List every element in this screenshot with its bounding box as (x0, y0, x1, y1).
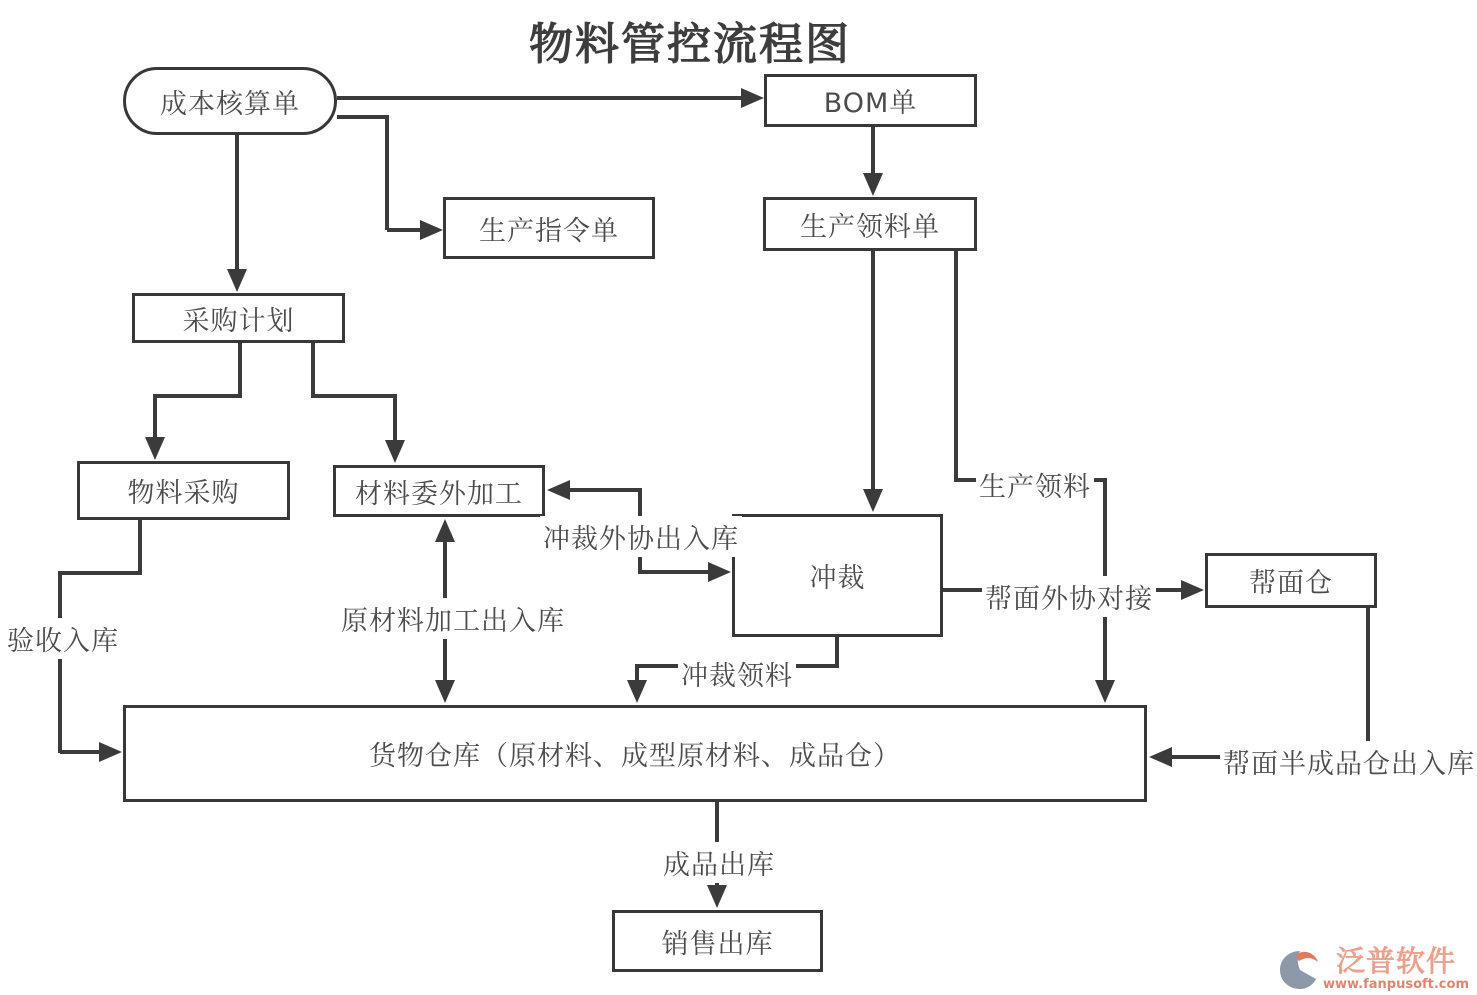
connector-plan-to-purchase-seg2 (153, 394, 240, 398)
connector-finished-seg1 (715, 802, 719, 846)
connector-punch-outsource-seg3 (640, 570, 710, 574)
edge-label-upper-dock: 帮面外协对接 (982, 576, 1156, 617)
node-production-order-label: 生产指令单 (479, 215, 619, 247)
edge-label-punching-material: 冲裁领料 (678, 653, 796, 694)
node-cost-sheet (123, 67, 337, 135)
connector-plan-to-outsource-seg3 (393, 396, 397, 441)
arrowhead-finished (707, 885, 727, 908)
arrowhead-plan-to-purchase (145, 437, 165, 460)
connector-production-material-seg1 (954, 251, 958, 482)
arrowhead-bom-to-picking (863, 173, 883, 196)
arrowhead-punching-material (627, 680, 647, 703)
connector-bom-to-picking-line (871, 127, 875, 177)
node-punching (732, 514, 943, 637)
node-sales-outbound (612, 910, 823, 972)
edge-label-production-material: 生产领料 (976, 464, 1094, 505)
arrowhead-inspection (99, 742, 122, 762)
watermark-brand: 泛普软件 (1335, 944, 1456, 978)
edge-label-inspection-inbound: 验收入库 (4, 618, 122, 659)
connector-cost-to-bom-line (337, 96, 742, 100)
connector-cost-to-order-seg3 (387, 228, 422, 232)
arrowhead-cost-to-bom (741, 88, 764, 108)
watermark-url: www.fanpusoft.com (1322, 977, 1469, 992)
node-material-purchase-label: 物料采购 (127, 478, 240, 509)
edge-label-punching-outsource: 冲裁外协出入库 (540, 516, 742, 557)
node-punching-label: 冲裁 (809, 563, 866, 594)
node-upper-warehouse-label: 帮面仓 (1249, 568, 1333, 599)
connector-punch-outsource-seg1 (570, 488, 642, 492)
edge-label-finished-outbound: 成品出库 (660, 842, 778, 883)
node-purchase-plan-label: 采购计划 (182, 305, 295, 337)
connector-cost-to-plan-line (235, 135, 239, 273)
connector-plan-to-outsource-seg2 (311, 394, 397, 398)
connector-plan-to-purchase-seg3 (153, 396, 157, 441)
connector-cost-to-order-seg2 (385, 115, 389, 230)
node-sales-outbound-label: 销售出库 (661, 928, 774, 960)
node-bom-label: BOM单 (823, 88, 918, 119)
connector-inspection-seg1 (138, 520, 142, 575)
arrowhead-punch-outsource-left (547, 480, 570, 500)
node-bom (764, 74, 977, 127)
node-production-picking-label: 生产领料单 (800, 211, 940, 243)
edge-label-upper-semi-inout: 帮面半成品仓出入库 (1220, 741, 1477, 782)
arrowhead-raw-material-up (435, 519, 455, 542)
connector-cost-to-order-seg1 (337, 115, 389, 119)
node-outsourced-processing (333, 465, 545, 517)
arrowhead-production-material (1095, 680, 1115, 703)
arrowhead-plan-to-outsource (385, 440, 405, 463)
arrowhead-upper-semi (1149, 747, 1172, 767)
arrowhead-punch-outsource-right (708, 562, 731, 582)
page-title: 物料管控流程图 (529, 19, 851, 70)
node-goods-warehouse (123, 705, 1147, 802)
arrowhead-cost-to-plan (227, 269, 247, 292)
connector-inspection-seg3 (58, 573, 62, 753)
arrowhead-raw-material-down (435, 680, 455, 703)
node-production-picking (763, 197, 977, 251)
connector-inspection-seg4 (60, 750, 102, 754)
node-outsourced-processing-label: 材料委外加工 (355, 478, 523, 510)
watermark (1277, 944, 1469, 992)
arrowhead-cost-to-order (420, 220, 443, 240)
connector-inspection-seg2 (58, 571, 142, 575)
node-cost-sheet-label: 成本核算单 (160, 88, 300, 120)
node-production-order (443, 197, 655, 259)
arrowhead-upper-dock (1181, 580, 1204, 600)
connector-plan-to-purchase-seg1 (238, 343, 242, 398)
connector-upper-semi-seg2 (1172, 755, 1224, 759)
connector-picking-to-punching-line (871, 251, 875, 493)
node-material-purchase (77, 461, 290, 520)
arrowhead-picking-to-punching (863, 489, 883, 512)
fanpu-logo-icon (1277, 949, 1323, 991)
node-upper-warehouse (1205, 553, 1377, 608)
connector-upper-semi-seg1 (1366, 608, 1370, 746)
edge-label-raw-material-inout: 原材料加工出入库 (338, 598, 568, 639)
connector-plan-to-outsource-seg1 (311, 343, 315, 398)
node-goods-warehouse-label: 货物仓库（原材料、成型原材料、成品仓） (369, 741, 901, 772)
node-purchase-plan (132, 293, 345, 343)
